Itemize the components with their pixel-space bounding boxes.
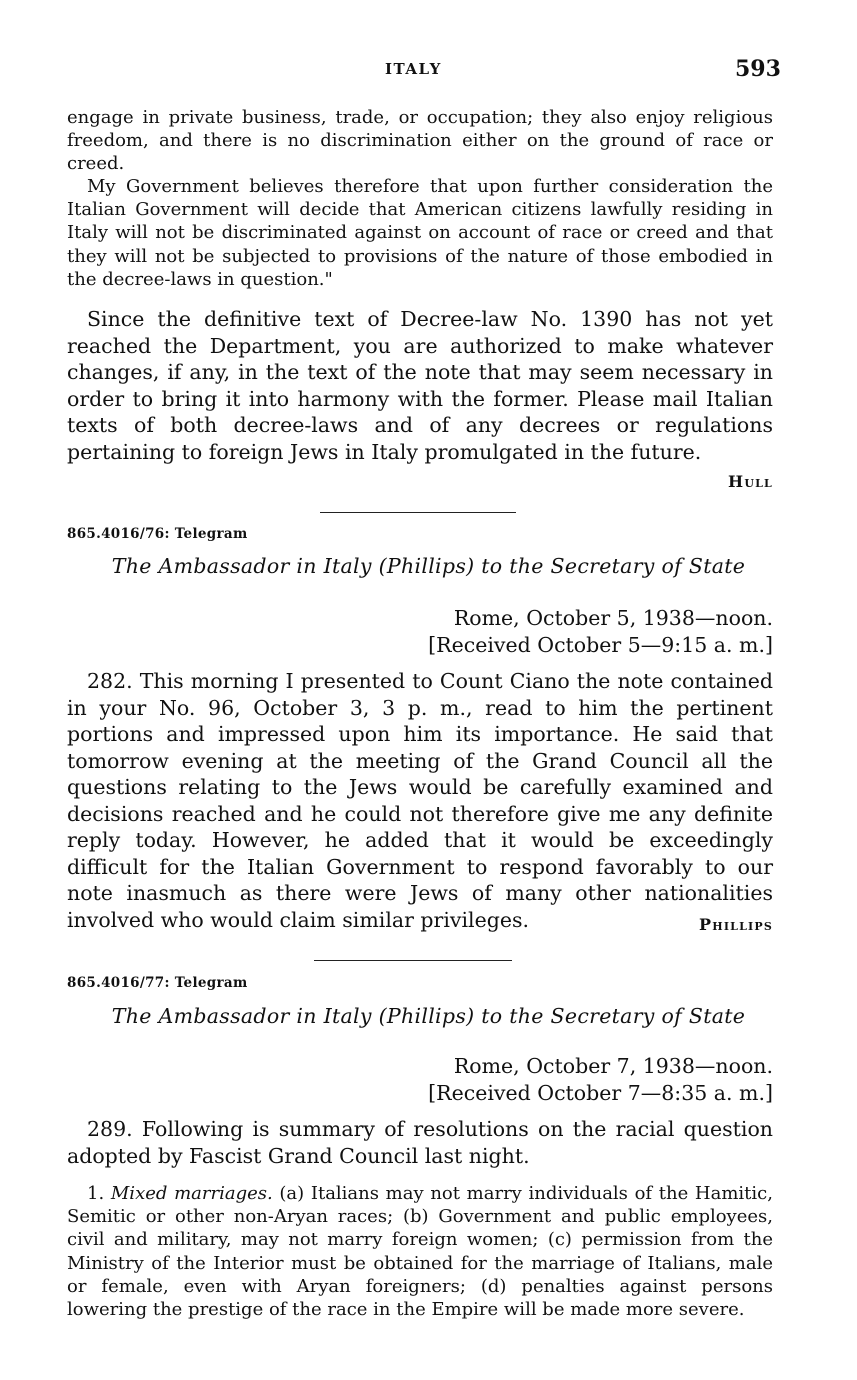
instruction-paragraph: Since the definitive text of Decree-law No. 1390 has not yet reached the Department, you are authorized to make whatever changes, if any, in the text of the note that may seem necessary in order to bring it into harmony with the former. Please mail Italian texts of both decree-laws and of any decrees or regulations pertaining to foreign Jews in Italy promulgated in the future. [67, 307, 773, 464]
section-divider [320, 512, 516, 513]
received-line: [Received October 5—9:15 a. m.] [428, 633, 773, 657]
item-number: 1. [87, 1183, 105, 1204]
signature-hull: Hull [728, 472, 773, 491]
file-reference: 865.4016/76: Telegram [67, 526, 248, 542]
dateline: Rome, October 5, 1938—noon. [453, 606, 773, 630]
running-head: ITALY [385, 60, 442, 78]
received-line: [Received October 7—8:35 a. m.] [428, 1081, 773, 1105]
document-heading: The Ambassador in Italy (Phillips) to the Secretary of State [111, 554, 746, 578]
resolution-item [67, 1182, 773, 1321]
page-number: 593 [735, 56, 781, 82]
telegram-body: 289. Following is summary of resolutions on the racial question adopted by Fascist Grand Council last night. [67, 1117, 773, 1168]
item-title: Mixed marriages. [110, 1183, 273, 1204]
item-text: (a) Italians may not marry individuals of the Hamitic, Semitic or other non-Aryan races; (b) Government and public employees, civil and military, may not marry foreign women; (c) permission from the Ministry of the Interior must be obtained for the marriage of Italians, male or female, even with Aryan foreigners; (d) penalties against persons lowering the prestige of the race in the Empire will be made more severe. [67, 1183, 773, 1321]
telegram-body: 282. This morning I presented to Count Ciano the note contained in your No. 96, October 3, 3 p. m., read to him the pertinent portions and impressed upon him its importance. He said that tomorrow evening at the meeting of the Grand Council all the questions relating to the Jews would be carefully examined and decisions reached and he could not therefore give me any definite reply today. However, he added that it would be exceedingly difficult for the Italian Government to respond favorably to our note inasmuch as there were Jews of many other nationalities involved who would claim similar privileges. [67, 669, 773, 932]
quoted-paragraph: My Government believes therefore that upon further consideration the Italian Government will decide that American citizens lawfully residing in Italy will not be discriminated against on account of race or creed and that they will not be subjected to provisions of the nature of those embodied in the decree-laws in question." [67, 176, 773, 290]
file-reference: 865.4016/77: Telegram [67, 975, 248, 991]
dateline: Rome, October 7, 1938—noon. [453, 1054, 773, 1078]
document-heading: The Ambassador in Italy (Phillips) to the Secretary of State [111, 1004, 746, 1028]
signature-phillips: Phillips [699, 915, 773, 934]
continued-paragraph: engage in private business, trade, or occupation; they also enjoy religious freedom, and there is no discrimination either on the ground of race or creed. [67, 107, 773, 175]
section-divider [314, 960, 512, 961]
